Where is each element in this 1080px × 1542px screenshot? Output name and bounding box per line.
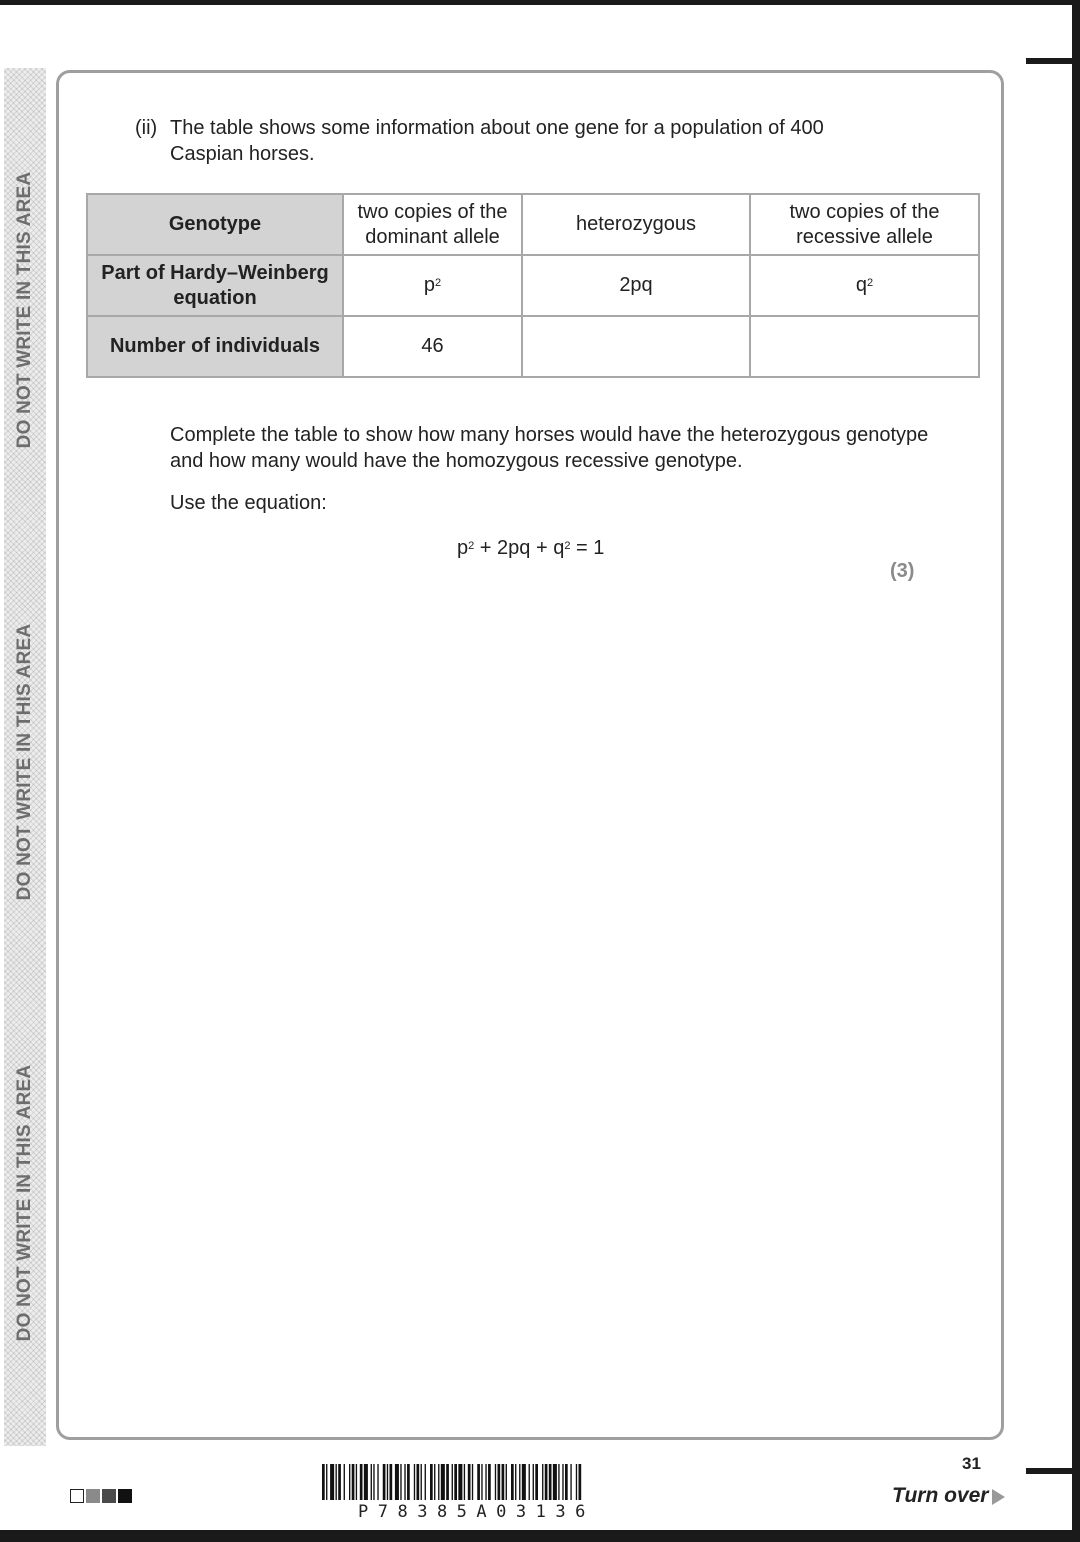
barcode-bar [356,1464,357,1500]
question-text: The table shows some information about one gene for a population of 400 Caspian horses. [170,117,824,165]
barcode-bar [533,1464,534,1500]
barcode-bar [322,1464,325,1500]
row-header-genotype: Genotype [87,194,343,255]
genotype-table [86,193,980,378]
barcode-bar [400,1464,401,1500]
barcode-bar [326,1464,327,1500]
barcode-bar [485,1464,486,1500]
answer-cell-recessive-count[interactable] [750,316,979,377]
barcode-bar [414,1464,415,1500]
barcode-bar [452,1464,453,1500]
barcode-bar [404,1464,405,1500]
registration-squares [70,1489,134,1503]
turn-over-label: Turn over [892,1484,989,1507]
barcode-bar [434,1464,435,1500]
arrow-right-icon [992,1489,1005,1505]
barcode-text: P78385A03136 [358,1502,595,1522]
barcode-bar [441,1464,445,1500]
barcode-bar [579,1464,582,1500]
row-header-equation-part: Part of Hardy–Weinberg equation [87,255,343,316]
barcode-bar [421,1464,422,1500]
barcode-bar [506,1464,507,1500]
barcode-bar [511,1464,514,1500]
eq-end: = 1 [570,537,605,559]
barcode-bar [387,1464,388,1500]
barcode-bar [565,1464,568,1500]
barcode-bar [377,1464,378,1500]
barcode-bar [481,1464,482,1500]
margin-warning-label: DO NOT WRITE IN THIS AREA [14,1064,35,1342]
barcode-bar [502,1464,505,1500]
eq-mid: + 2pq + q [474,537,565,559]
barcode-bar [545,1464,548,1500]
cell-p-squared [343,255,522,316]
barcode-bar [515,1464,516,1500]
barcode-bar [535,1464,538,1500]
hardy-weinberg-equation [457,535,604,561]
cell-q-squared [750,255,979,316]
barcode-bar [519,1464,520,1500]
barcode-bar [477,1464,480,1500]
barcode-bar [407,1464,410,1500]
use-equation-text: Use the equation: [170,492,327,514]
barcode-bar [529,1464,530,1500]
cell-heterozygous-genotype: heterozygous [522,194,750,255]
barcode-bar [344,1464,345,1500]
barcode-bar [570,1464,571,1500]
page-number: 31 [962,1454,981,1473]
page-edge-top [0,0,1080,5]
barcode-bar [498,1464,501,1500]
barcode-bar [336,1464,337,1500]
eq-p: p [457,537,469,559]
barcode-bar [468,1464,471,1500]
barcode-bar [472,1464,473,1500]
barcode-bar [488,1464,491,1500]
barcode-bar [417,1464,420,1500]
page-tab-mark-top [1026,58,1072,64]
margin-warning-label: DO NOT WRITE IN THIS AREA [14,623,35,901]
term-q: q [855,274,867,296]
marks-indicator: (3) [890,560,915,582]
barcode-bar [553,1464,557,1500]
barcode-bar [349,1464,350,1500]
table-row [87,194,979,255]
barcode-bar [425,1464,426,1500]
barcode-bar [446,1464,449,1500]
barcode-bar [338,1464,341,1500]
barcode [322,1464,744,1500]
superscript: 2 [468,540,475,552]
barcode-bar [395,1464,399,1500]
page-edge-bottom [0,1530,1080,1542]
barcode-bar [549,1464,552,1500]
square-outline-icon [70,1489,84,1503]
table-row [87,316,979,377]
superscript: 2 [435,277,442,289]
page-tab-mark-bottom [1026,1468,1072,1474]
barcode-bar [522,1464,526,1500]
barcode-bar [458,1464,462,1500]
answer-cell-heterozygous-count[interactable] [522,316,750,377]
barcode-bar [373,1464,374,1500]
barcode-bar [464,1464,465,1500]
superscript: 2 [564,540,571,552]
barcode-bar [495,1464,496,1500]
barcode-bar [576,1464,577,1500]
superscript: 2 [867,277,874,289]
page-edge-right [1072,0,1080,1542]
row-header-number-individuals: Number of individuals [87,316,343,377]
barcode-bar [454,1464,457,1500]
cell-dominant-genotype: two copies of the dominant allele [343,194,522,255]
barcode-bar [364,1464,368,1500]
barcode-bar [330,1464,334,1500]
barcode-bar [430,1464,433,1500]
barcode-bar [360,1464,363,1500]
cell-recessive-genotype: two copies of the recessive allele [750,194,979,255]
barcode-bar [352,1464,355,1500]
barcode-bar [558,1464,559,1500]
barcode-bar [542,1464,543,1500]
barcode-bar [390,1464,393,1500]
table-row [87,255,979,316]
barcode-bar [383,1464,386,1500]
cell-dominant-count: 46 [343,316,522,377]
barcode-bar [438,1464,439,1500]
term-p: p [423,274,435,296]
square-grey-icon [86,1489,100,1503]
instruction-text: Complete the table to show how many horses would have the heterozygous genotype and how many would have the homozygous recessive genotype. [170,424,929,472]
square-black-icon [118,1489,132,1503]
barcode-bar [562,1464,563,1500]
cell-2pq: 2pq [522,255,750,316]
margin-warning-label: DO NOT WRITE IN THIS AREA [14,171,35,449]
square-dark-icon [102,1489,116,1503]
barcode-bar [371,1464,372,1500]
question-number: (ii) [135,117,158,139]
